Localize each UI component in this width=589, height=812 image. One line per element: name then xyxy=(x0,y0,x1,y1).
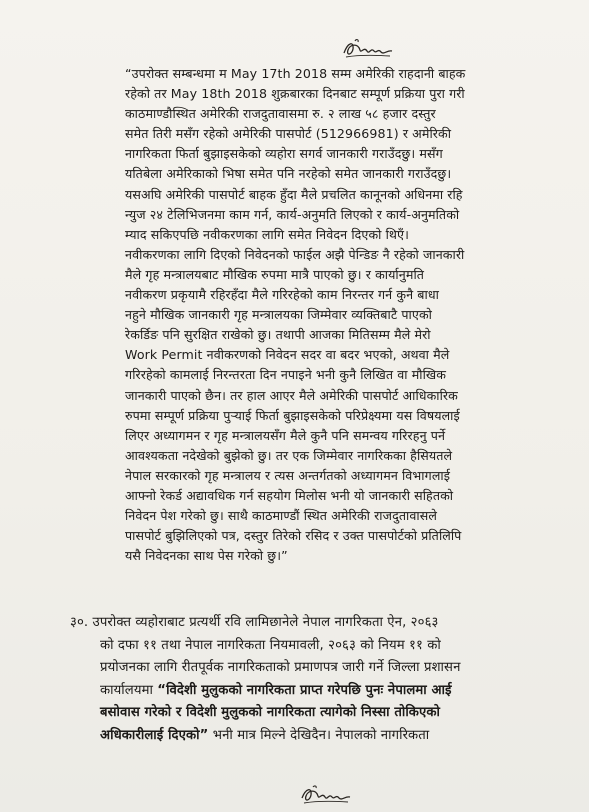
quote-line: गरिरहेको कामलाई निरन्तरता दिन नपाइने भनी कुनै लिखित वा मौखिक xyxy=(125,367,447,383)
quote-line: “उपरोक्त सम्बन्धमा म May 17th 2018 सम्म अमेरिकी राहदानी बाहक xyxy=(125,66,466,81)
paragraph-number: ३०. xyxy=(70,615,89,630)
quote-line: जानकारी पाएको छैन। तर हाल आएर मैले अमेरिकी पासपोर्ट आधिकारिक xyxy=(125,387,458,403)
paragraph-text: भनी मात्र मिल्ने देखिदैन। नेपालको नागरिकता xyxy=(208,727,430,743)
quote-line: आफ्नो रेकर्ड अद्यावधिक गर्न सहयोग मिलोस भनी यो जानकारी सहितको xyxy=(125,487,454,503)
quote-line: रहेको तर May 18th 2018 शुक्रबारका दिनबाट सम्पूर्ण प्रक्रिया पुरा गरी xyxy=(125,86,465,102)
quote-line: Work Permit नवीकरणको निवेदन सदर वा बदर भएको, अथवा मैले xyxy=(125,347,450,363)
signature-initials-bottom xyxy=(298,785,354,807)
quoted-statement xyxy=(125,64,555,566)
paragraph-line xyxy=(70,725,555,748)
signature-initials-top xyxy=(340,38,396,60)
emphasized-quote: “विदेशी मुलुकको नागरिकता प्राप्त गरेपछि पुनः नेपालमा आई xyxy=(157,682,452,698)
quote-line: रेकर्डिङ पनि सुरक्षित राखेको छु। तथापी आजका मितिसम्म मैले मेरो xyxy=(125,327,431,343)
quote-line: आवश्यकता नदेखेको बुझेको छु। तर एक जिम्मेवार नागरिकका हैसियतले xyxy=(125,447,453,463)
paragraph-text: उपरोक्त व्यहोराबाट प्रत्यर्थी रवि लामिछानेले नेपाल नागरिकता ऐन, २०६३ xyxy=(92,615,439,630)
quote-line: यतिबेला अमेरिकाको भिषा समेत पनि नरहेको समेत जानकारी गराउँदछु। xyxy=(125,166,452,182)
quote-line: नवीकरणका लागि दिएको निवेदनको फाईल अझै पेन्डिङ नै रहेको जानकारी xyxy=(125,246,465,262)
quote-line: काठमाण्डौस्थित अमेरिकी राजदुतावासमा रु. २ लाख ५८ हजार दस्तुर xyxy=(125,106,436,122)
paragraph-30 xyxy=(70,612,555,748)
quote-line: यसअघि अमेरिकी पासपोर्ट बाहक हुँदा मैले प्रचलित कानूनको अधिनमा रहि xyxy=(125,186,463,202)
paragraph-line xyxy=(70,612,555,635)
quote-line: समेत तिरी मसँग रहेको अमेरिकी पासपोर्ट (512966981) र अमेरिकी xyxy=(125,126,452,142)
paragraph-line xyxy=(70,680,555,703)
quote-line: नेपाल सरकारको गृह मन्त्रालय र त्यस अन्तर्गतको अध्यागमन विभागलाई xyxy=(125,467,450,483)
paragraph-line: को दफा ११ तथा नेपाल नागरिकता नियमावली, २०६३ को नियम ११ को xyxy=(100,637,441,653)
quote-line: न्युज २४ टेलिभिजनमा काम गर्न, कार्य-अनुमति लिएको र कार्य-अनुमतिको xyxy=(125,206,460,222)
quote-line: नहुने मौखिक जानकारी गृह मन्त्रालयका जिम्मेवार व्यक्तिबाटै पाएको xyxy=(125,307,432,323)
quote-line: लिएर अध्यागमन र गृह मन्त्रालयसँग मैले कुनै पनि समन्वय गरिरहनु पर्ने xyxy=(125,427,446,443)
paragraph-text: कार्यालयमा xyxy=(100,682,158,698)
quote-line: पासपोर्ट बुझिलिएको पत्र, दस्तुर तिरेको रसिद र उक्त पासपोर्टको प्रतिलिपि xyxy=(125,528,462,544)
quote-line: मैले गृह मन्त्रालयबाट मौखिक रुपमा मात्रै पाएको छु। र कार्यानुमति xyxy=(125,266,425,282)
quote-line: नवीकरण प्रकृयामै रहिरहँदा मैले गरिरहेको काम निरन्तर गर्न कुनै बाधा xyxy=(125,287,439,303)
quote-line: रुपमा सम्पूर्ण प्रक्रिया पुऱ्याई फिर्ता बुझाइसकेको परिप्रेक्ष्यमा यस विषयलाई xyxy=(125,407,460,423)
quote-line: म्याद सकिएपछि नवीकरणका लागि समेत निवेदन दिएको थिएँ। xyxy=(125,226,409,242)
quote-line: यसै निवेदनका साथ पेस गरेको छु।” xyxy=(125,548,288,564)
quote-line: नागरिकता फिर्ता बुझाइसकेको व्यहोरा सगर्व जानकारी गराउँदछु। मसँग xyxy=(125,146,443,162)
emphasized-quote: अधिकारीलाई दिएको” xyxy=(100,727,209,743)
quote-line: निवेदन पेश गरेको छु। साथै काठमाण्डौं स्थित अमेरिकी राजदुतावासले xyxy=(125,508,438,524)
paragraph-line: प्रयोजनका लागि रीतपूर्वक नागरिकताको प्रमाणपत्र जारी गर्ने जिल्ला प्रशासन xyxy=(100,660,461,676)
emphasized-quote: बसोवास गरेको र विदेशी मुलुकको नागरिकता त्यागेको निस्सा तोकिएको xyxy=(100,705,441,721)
